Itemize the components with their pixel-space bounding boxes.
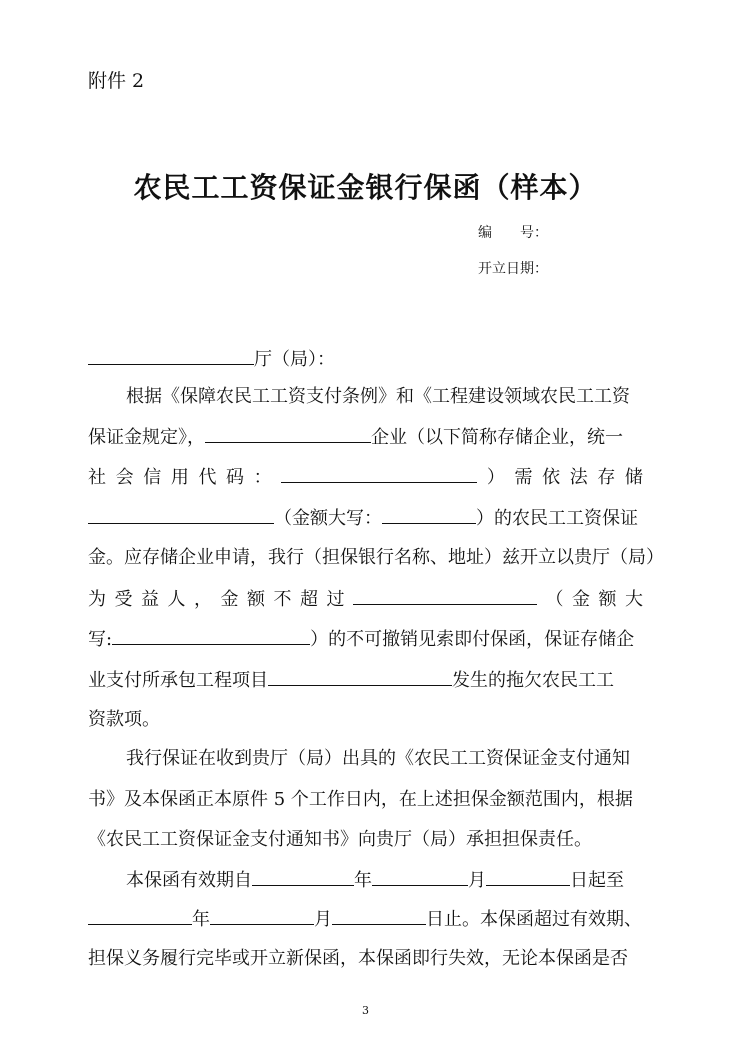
p1-line-2-start: 保证金规定》，	[88, 427, 205, 448]
p1-line-7-end: ）的不可撤销见索即付保函，保证存储企	[310, 629, 635, 650]
char: ：	[253, 467, 272, 488]
p1-line-1: 根据《保障农民工工资支付条例》和《工程建设领域农民工工资	[126, 386, 630, 407]
p1-line-4	[88, 505, 643, 531]
char: 益	[141, 589, 159, 610]
amount-blank	[88, 505, 274, 524]
p1-line-8-end: 发生的拖欠农民工工	[452, 670, 614, 691]
p3-line-3: 担保义务履行完毕或开立新保函，本保函即行失效，无论本保函是否	[88, 948, 628, 969]
p1-line-2	[88, 424, 643, 450]
char: 存	[597, 467, 616, 488]
char: 受	[114, 589, 133, 610]
month-label: 月	[468, 870, 486, 891]
p2-line-2: 书》及本保函正本原件 5 个工作日内，在上述担保金额范围内，根据	[88, 789, 633, 810]
p1-line-4-mid: （金额大写：	[274, 508, 382, 529]
char: 大	[625, 589, 643, 610]
char: 金	[572, 589, 590, 610]
p1-line-8	[88, 667, 643, 693]
year-label: 年	[192, 909, 210, 930]
p1-line-4-end: ）的农民工工资保证	[476, 508, 638, 529]
start-year-blank	[252, 867, 354, 886]
char: ，	[194, 589, 212, 610]
project-name-blank	[268, 667, 452, 686]
p1-line-9: 资款项。	[88, 709, 160, 730]
char: 为	[88, 589, 106, 610]
attachment-label: 附件 2	[88, 70, 145, 92]
char: 过	[326, 589, 345, 610]
page-number: 3	[362, 1004, 369, 1017]
char: 金	[220, 589, 239, 610]
char: 额	[598, 589, 617, 610]
start-month-blank	[372, 867, 468, 886]
char: 会	[115, 467, 134, 488]
char: 超	[300, 589, 318, 610]
p3-valid-from-label: 本保函有效期自	[126, 870, 252, 891]
char: 依	[542, 467, 561, 488]
char: 不	[273, 589, 292, 610]
max-amount-words-blank	[112, 626, 310, 645]
p1-line-5: 金。应存储企业申请，我行（担保银行名称、地址）兹开立以贵厅（局）	[88, 547, 664, 568]
amount-words-blank	[382, 505, 476, 524]
char: 代	[198, 467, 217, 488]
char: （	[545, 589, 564, 610]
char: 需	[514, 467, 533, 488]
char: 用	[170, 467, 189, 488]
start-day-blank	[486, 867, 570, 886]
char: 码	[226, 467, 245, 488]
char: 社	[88, 467, 106, 488]
year-label: 年	[354, 870, 372, 891]
month-label: 月	[314, 909, 332, 930]
p2-line-1: 我行保证在收到贵厅（局）出具的《农民工工资保证金支付通知	[126, 748, 630, 769]
p3-line-2-end: 日止。本保函超过有效期、	[426, 909, 642, 930]
char: 人	[167, 589, 186, 610]
char: 信	[143, 467, 162, 488]
document-title: 农民工工资保证金银行保函（样本）	[133, 171, 598, 204]
p1-line-7-start: 写:	[88, 629, 113, 650]
end-year-blank	[88, 906, 192, 925]
number-label: 编 号：	[478, 225, 548, 241]
p1-line-8-start: 业支付所承包工程项目	[88, 670, 268, 691]
char: 储	[624, 467, 643, 488]
end-month-blank	[210, 906, 314, 925]
p3-line-1-end: 日起至	[570, 870, 624, 891]
credit-code-blank	[281, 464, 477, 483]
p3-line-1	[88, 867, 643, 893]
p1-line-6	[88, 586, 643, 612]
p1-line-3	[88, 464, 643, 490]
issue-date-label: 开立日期：	[478, 261, 548, 277]
end-day-blank	[332, 906, 426, 925]
addressee-blank	[88, 346, 254, 365]
char: 额	[247, 589, 265, 610]
char: ）	[486, 467, 505, 488]
p1-line-7	[88, 626, 643, 652]
addressee-suffix: 厅（局）：	[254, 349, 335, 370]
max-amount-blank	[353, 586, 537, 605]
char: 法	[569, 467, 588, 488]
p3-line-2	[88, 906, 643, 932]
p1-line-2-end: 企业（以下简称存储企业，统一	[371, 427, 623, 448]
p2-line-3: 《农民工工资保证金支付通知书》向贵厅（局）承担担保责任。	[88, 829, 592, 850]
addressee-line	[88, 346, 643, 372]
enterprise-name-blank	[205, 424, 371, 443]
